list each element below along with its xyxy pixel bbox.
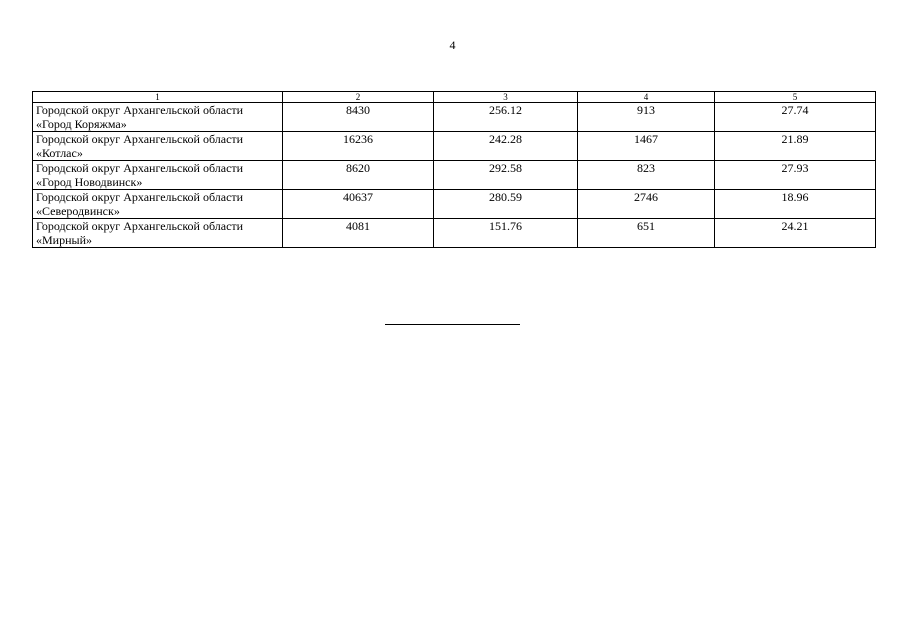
district-name-cell	[33, 103, 283, 132]
value-cell-2: 8620	[283, 161, 434, 190]
value-cell-4: 1467	[578, 132, 715, 161]
value-cell-4: 651	[578, 219, 715, 248]
column-header-2: 2	[283, 92, 434, 103]
data-table	[32, 91, 876, 248]
district-name-line: Городской округ Архангельской области	[36, 190, 244, 204]
column-header-1: 1	[33, 92, 283, 103]
table-row	[33, 103, 876, 132]
value-cell-3: 280.59	[434, 190, 578, 219]
value-cell-3: 242.28	[434, 132, 578, 161]
column-header-5: 5	[715, 92, 876, 103]
value-cell-4: 913	[578, 103, 715, 132]
district-name-cell	[33, 219, 283, 248]
value-cell-2: 8430	[283, 103, 434, 132]
value-cell-3: 151.76	[434, 219, 578, 248]
district-name-line: Городской округ Архангельской области	[36, 103, 244, 117]
value-cell-5: 27.93	[715, 161, 876, 190]
value-cell-5: 21.89	[715, 132, 876, 161]
district-name-cell	[33, 132, 283, 161]
value-cell-2: 40637	[283, 190, 434, 219]
table-row	[33, 190, 876, 219]
value-cell-3: 256.12	[434, 103, 578, 132]
district-name-line: «Город Коряжма»	[36, 117, 127, 131]
table-row	[33, 219, 876, 248]
value-cell-2: 4081	[283, 219, 434, 248]
end-of-document-rule	[385, 324, 520, 325]
district-name-cell	[33, 161, 283, 190]
header-row	[33, 92, 876, 103]
table-body	[33, 103, 876, 248]
value-cell-5: 27.74	[715, 103, 876, 132]
district-name-line: Городской округ Архангельской области	[36, 219, 244, 233]
column-header-4: 4	[578, 92, 715, 103]
district-name-line: Городской округ Архангельской области	[36, 161, 244, 175]
table-row	[33, 132, 876, 161]
district-name-line: Городской округ Архангельской области	[36, 132, 244, 146]
district-name-line: «Котлас»	[36, 146, 83, 160]
table-header	[33, 92, 876, 103]
district-name-line: «Город Новодвинск»	[36, 175, 143, 189]
value-cell-5: 24.21	[715, 219, 876, 248]
district-name-line: «Мирный»	[36, 233, 92, 247]
column-header-3: 3	[434, 92, 578, 103]
page-number: 4	[449, 38, 456, 52]
district-name-cell	[33, 190, 283, 219]
table-row	[33, 161, 876, 190]
value-cell-3: 292.58	[434, 161, 578, 190]
value-cell-5: 18.96	[715, 190, 876, 219]
value-cell-4: 823	[578, 161, 715, 190]
value-cell-2: 16236	[283, 132, 434, 161]
district-name-line: «Северодвинск»	[36, 204, 120, 218]
value-cell-4: 2746	[578, 190, 715, 219]
